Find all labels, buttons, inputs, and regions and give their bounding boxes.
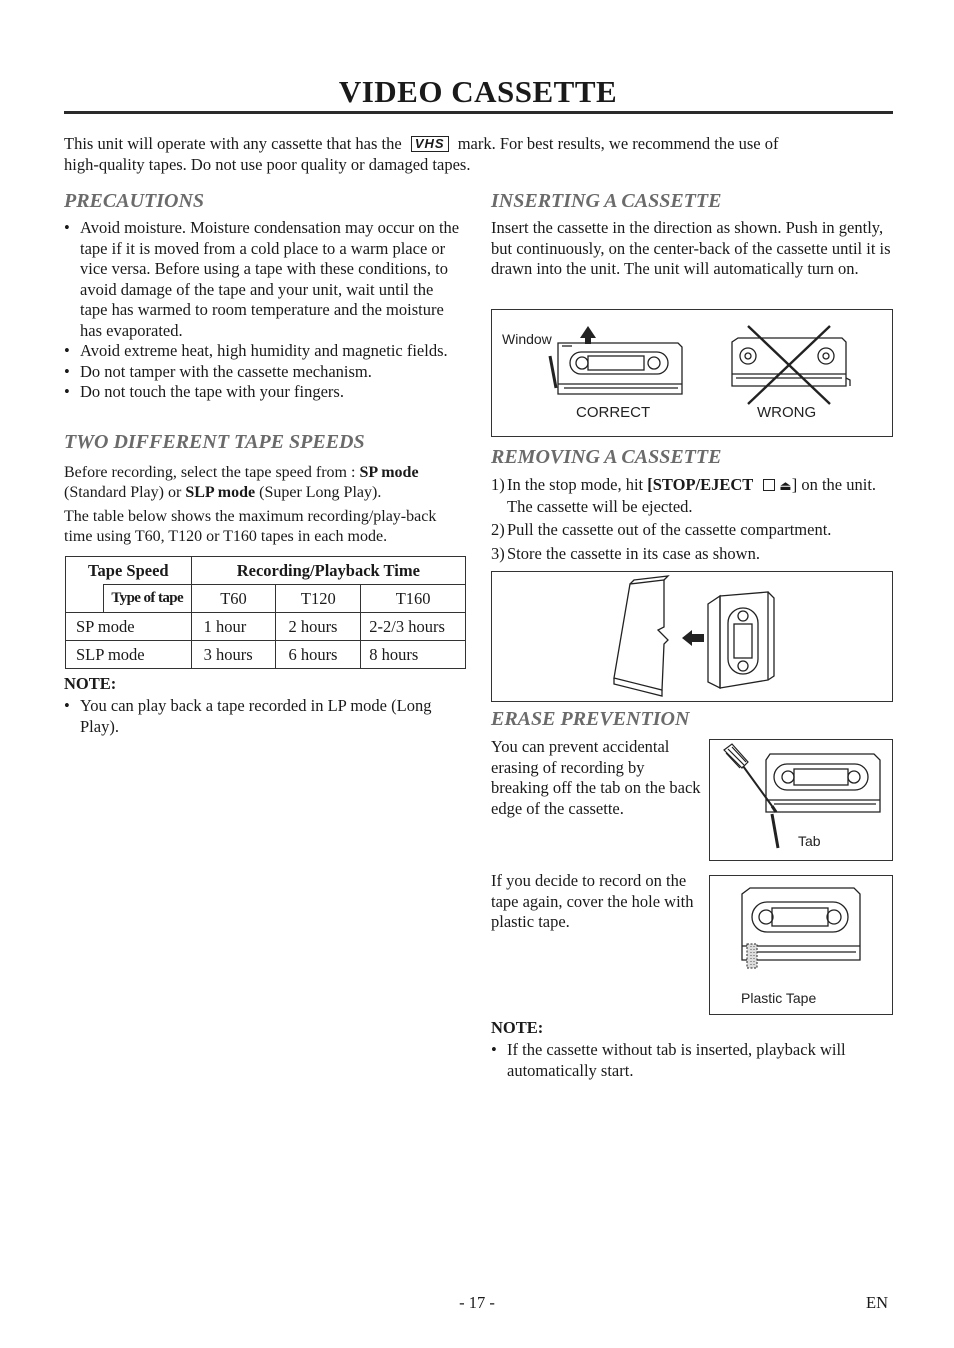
table-header-speed: Tape Speed: [88, 560, 169, 580]
step-number: 1): [491, 475, 505, 494]
table-header-type: Type of tape: [103, 585, 191, 613]
table-cell: SLP mode: [66, 641, 192, 669]
step-text: In the stop mode, hit: [507, 475, 648, 494]
cassette-insert-illustration: [492, 310, 892, 436]
intro-paragraph: [64, 134, 894, 175]
erase-heading: ERASE PREVENTION: [491, 708, 690, 730]
precaution-item: • Avoid extreme heat, high humidity and magnetic fields.: [64, 341, 464, 362]
speeds-note-label: [64, 674, 116, 695]
table-cell: 1 hour: [191, 613, 276, 641]
window-pointer-icon: [550, 356, 556, 388]
table-cell: T60: [191, 585, 276, 613]
removing-steps: [491, 475, 893, 564]
table-cell: T120: [276, 585, 361, 613]
removing-heading: REMOVING A CASSETTE: [491, 446, 722, 468]
erase-plastic-figure: [709, 875, 893, 1015]
table-cell: 2 hours: [276, 613, 361, 641]
inserting-text: Insert the cassette in the direction as shown. Push in gently, but continuously, on the center-back of the cassette until it is drawn into the unit. The unit will automatically turn on.: [491, 218, 891, 278]
page-number: - 17 -: [459, 1293, 495, 1312]
precautions-heading: PRECAUTIONS: [64, 190, 205, 212]
step-number: 3): [491, 543, 505, 563]
wrong-label: WRONG: [757, 404, 817, 421]
correct-label: CORRECT: [576, 404, 651, 421]
plastic-tape-illustration: [710, 876, 892, 1014]
cassette-side-icon: [708, 592, 774, 688]
table-cell: 3 hours: [191, 641, 276, 669]
erase-note-label: [491, 1018, 543, 1039]
table-cell: 2-2/3 hours: [361, 613, 466, 641]
table-cell: T160: [361, 585, 466, 613]
window-label: Window: [502, 331, 552, 347]
table-cell: SP mode: [66, 613, 192, 641]
tab-label: Tab: [798, 833, 821, 849]
precaution-item: • Do not tamper with the cassette mechanism.: [64, 362, 464, 383]
slp-mode-label: SLP mode: [185, 484, 256, 501]
correct-cassette-icon: [558, 343, 682, 394]
erase-note: [491, 1040, 893, 1081]
cassette-icon: [742, 888, 860, 960]
stop-eject-button-label: [STOP/EJECT: [647, 475, 754, 494]
note-label: NOTE:: [491, 1018, 544, 1037]
removing-step-1: [491, 475, 893, 517]
tab-illustration: [710, 740, 892, 860]
note-item: • You can play back a tape recorded in LP mode (Long Play).: [64, 696, 444, 737]
plastic-tape-icon: [747, 944, 757, 968]
removing-step-2: [491, 520, 893, 541]
speeds-paragraph-1: [64, 463, 468, 503]
erase-text-2: If you decide to record on the tape again, cover the hole with plastic tape.: [491, 871, 694, 931]
language-label: EN: [866, 1293, 888, 1312]
removing-figure: [491, 571, 893, 702]
precaution-item: • Do not touch the tape with your fingers.: [64, 382, 464, 403]
intro-text-a: This unit will operate with any cassette that has the: [64, 134, 402, 153]
step-number: 2): [491, 520, 505, 539]
speeds-heading: TWO DIFFERENT TAPE SPEEDS: [64, 431, 365, 453]
speeds-text-b: (Standard Play) or: [64, 484, 186, 501]
step-text: Pull the cassette out of the cassette compartment.: [507, 520, 832, 539]
note-item: • If the cassette without tab is inserted, playback will automatically start.: [491, 1040, 893, 1081]
speeds-text-c: (Super Long Play).: [255, 484, 382, 501]
title-rule: [64, 111, 893, 114]
erase-tab-figure: [709, 739, 893, 861]
table-row: [66, 613, 466, 641]
cassette-case-illustration: [492, 572, 892, 701]
vhs-logo: VHS: [411, 136, 449, 152]
step-text: Store the cassette in its case as shown.: [507, 543, 760, 563]
plastic-tape-label: Plastic Tape: [741, 990, 817, 1006]
intro-text-b: mark. For best results, we recommend the use of: [457, 134, 779, 153]
inserting-heading: INSERTING A CASSETTE: [491, 190, 722, 212]
precautions-list: [64, 218, 464, 403]
stop-square-icon: [763, 479, 775, 491]
removing-step-3: [491, 544, 893, 565]
speeds-text-a: Before recording, select the tape speed from :: [64, 464, 360, 481]
step-text: ] on the unit. The cassette will be ejected.: [507, 475, 877, 516]
precaution-item: • Avoid moisture. Moisture condensation may occur on the tape if it is moved from a cold place to a warm place or vice versa. Before using a tape with these conditions, to avoid damage of the tape and your unit, wait until the tape has warmed to room temperature and the moisture has evaporated.: [64, 218, 464, 341]
intro-text-c: high-quality tapes. Do not use poor quality or damaged tapes.: [64, 154, 471, 174]
table-header-time: Recording/Playback Time: [236, 560, 420, 580]
table-cell: 6 hours: [276, 641, 361, 669]
table-row: [66, 641, 466, 669]
arrow-left-icon: [682, 630, 704, 646]
speeds-paragraph-2: The table below shows the maximum recording/play-back time using T60, T120 or T160 tapes in each mode.: [64, 508, 437, 545]
eject-icon: ⏏: [779, 478, 792, 493]
cassette-icon: [766, 754, 880, 812]
erase-text-1: You can prevent accidental erasing of recording by breaking off the tab on the back edge of the cassette.: [491, 737, 701, 818]
table-cell: 8 hours: [361, 641, 466, 669]
sp-mode-label: SP mode: [359, 464, 419, 481]
tab-pointer-icon: [772, 814, 778, 848]
cassette-case-icon: [614, 576, 668, 696]
note-label: NOTE:: [64, 674, 117, 693]
inserting-figure: [491, 309, 893, 437]
speeds-note: [64, 696, 444, 737]
tape-speed-table: [65, 556, 466, 669]
page-title: VIDEO CASSETTE: [338, 74, 618, 109]
screwdriver-icon: [724, 744, 776, 812]
